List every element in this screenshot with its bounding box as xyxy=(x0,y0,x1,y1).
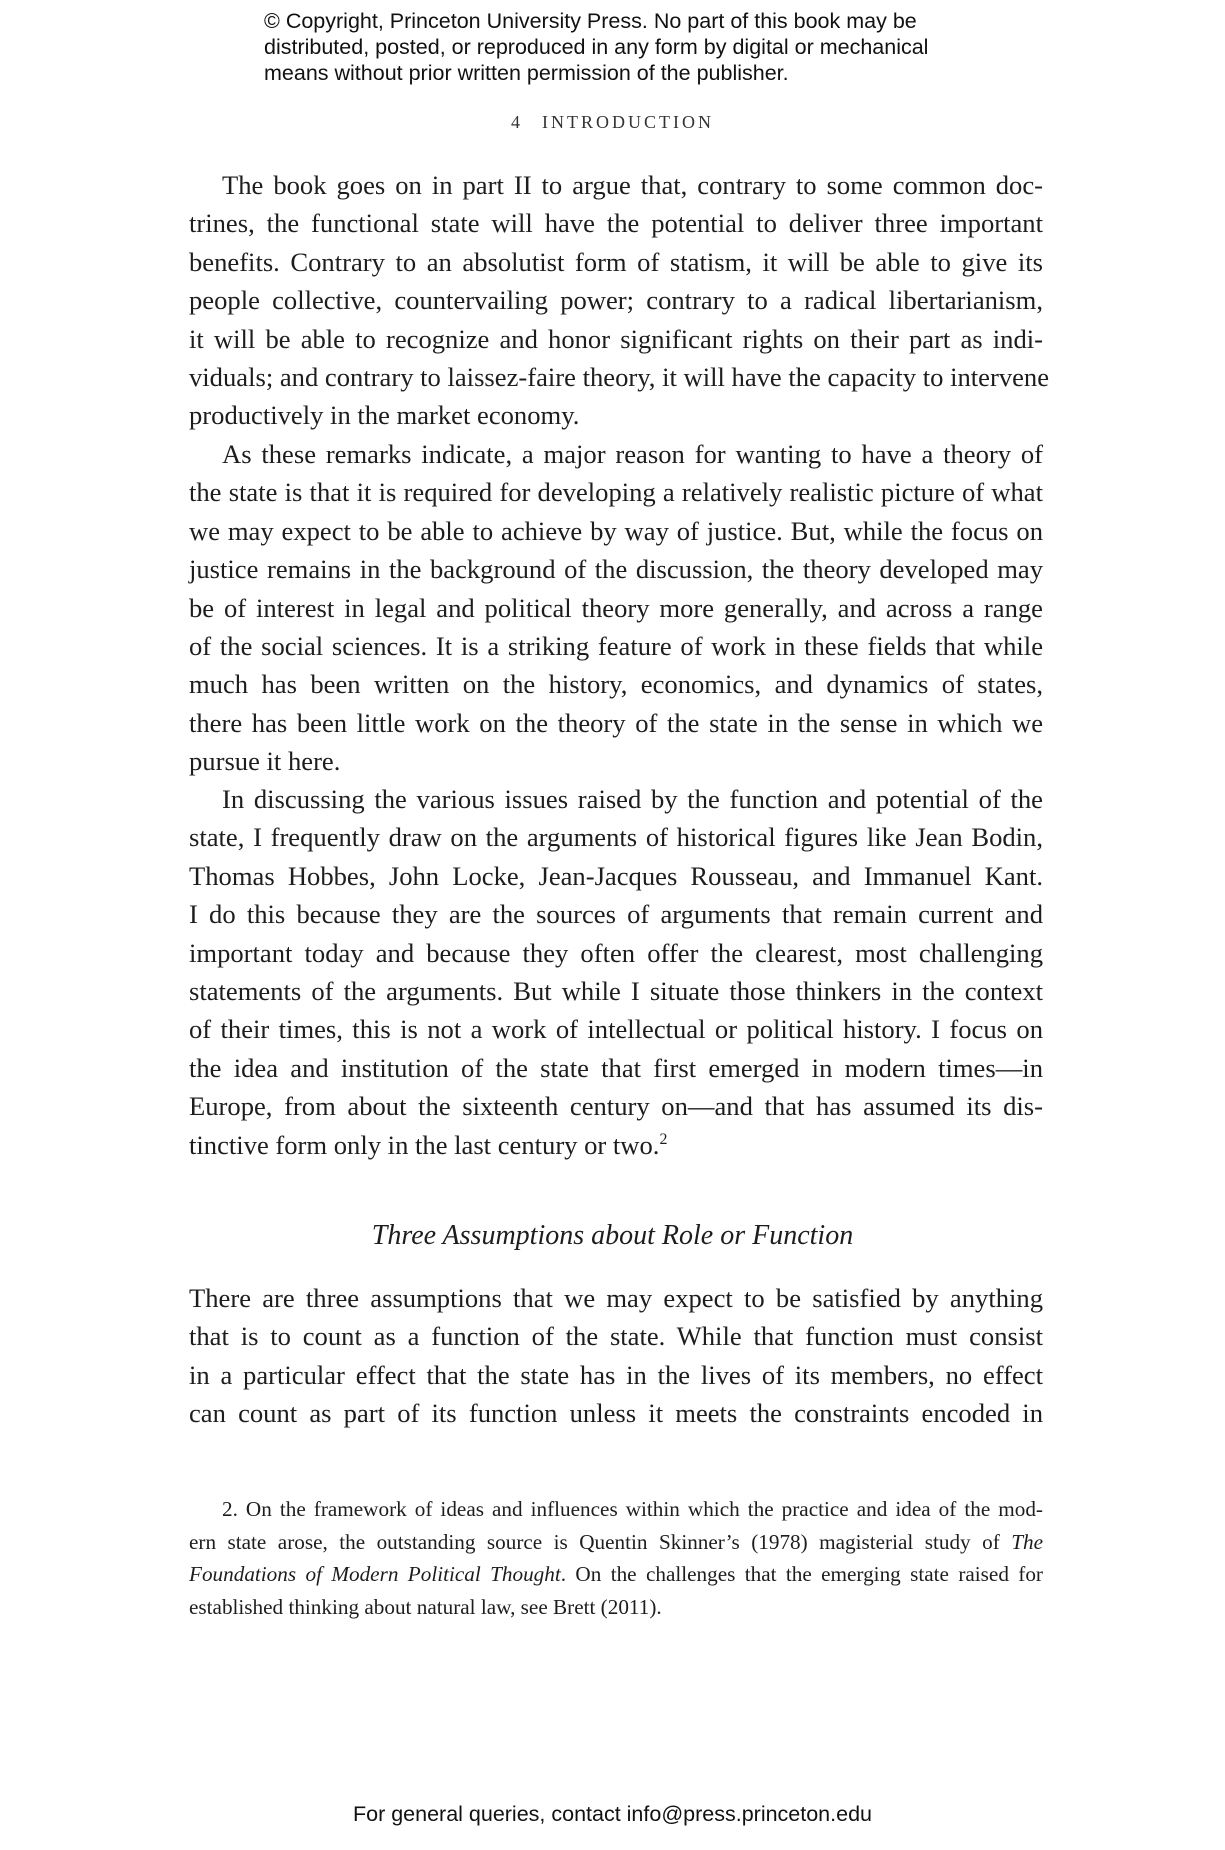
text-line: the idea and institution of the state that first emerged in modern times—in xyxy=(189,1052,1043,1083)
text-line: much has been written on the history, economics, and dynamics of states, xyxy=(189,669,1043,700)
book-title-start: The xyxy=(1011,1529,1043,1554)
text-line: people collective, countervailing power; contrary to a radical libertarianism, xyxy=(189,285,1043,316)
text-line: state, I frequently draw on the arguments of historical figures like Jean Bodin, xyxy=(189,822,1043,853)
text-line: productively in the market economy. xyxy=(189,400,580,431)
text-line: that is to count as a function of the state. While that function must consist xyxy=(189,1321,1043,1352)
text-line: important today and because they often offer the clearest, most challenging xyxy=(189,937,1043,968)
text-line: The book goes on in part II to argue that, contrary to some common doc- xyxy=(222,170,1043,200)
book-title: Foundations of Modern Political Thought xyxy=(189,1562,561,1586)
running-head xyxy=(0,112,1225,133)
text-line: of the social sciences. It is a striking feature of work in these fields that while xyxy=(189,631,1043,662)
text-line: Thomas Hobbes, John Locke, Jean-Jacques Rousseau, and Immanuel Kant. xyxy=(189,860,1043,891)
page-number: 4 xyxy=(511,112,520,132)
text-line: of their times, this is not a work of intellectual or political history. I focus on xyxy=(189,1014,1043,1045)
copyright-line: © Copyright, Princeton University Press. No part of this book may be xyxy=(264,9,917,33)
copyright-line: means without prior written permission of the publisher. xyxy=(264,61,789,85)
contact-line: For general queries, contact info@press.princeton.edu xyxy=(352,1802,872,1826)
text-line: Europe, from about the sixteenth century on—and that has assumed its dis- xyxy=(189,1091,1043,1122)
text-line: pursue it here. xyxy=(189,746,341,777)
text-line: the state is that it is required for developing a relatively realistic picture of what xyxy=(189,477,1043,508)
footnote xyxy=(189,1493,1043,1623)
text-line: As these remarks indicate, a major reason for wanting to have a theory of xyxy=(222,439,1043,469)
paragraph-2 xyxy=(189,435,1043,781)
footnote-line xyxy=(189,1558,1043,1591)
footnote-text: ern state arose, the outstanding source is Quentin Skinner’s (1978) magisterial study of xyxy=(189,1529,1012,1554)
paragraph-3 xyxy=(189,780,1043,1164)
section-paragraph xyxy=(189,1279,1043,1433)
section-heading: Three Assumptions about Role or Function xyxy=(371,1220,854,1251)
copyright-line: distributed, posted, or reproduced in any form by digital or mechanical xyxy=(264,35,929,59)
text-line: trines, the functional state will have the potential to deliver three important xyxy=(189,208,1043,239)
footnote-text: . On the challenges that the emerging state raised for xyxy=(560,1562,1043,1586)
paragraph-1 xyxy=(189,166,1050,435)
text-line: there has been little work on the theory of the state in the sense in which we xyxy=(189,707,1043,738)
footnote-line: established thinking about natural law, see Brett (2011). xyxy=(189,1594,662,1619)
footnote-line xyxy=(189,1526,1043,1559)
running-title: INTRODUCTION xyxy=(542,112,714,132)
footnote-ref[interactable]: 2 xyxy=(659,1130,668,1148)
text-line: in a particular effect that the state has in the lives of its members, no effect xyxy=(189,1359,1043,1390)
copyright-notice xyxy=(264,8,984,86)
footnote-line: 2. On the framework of ideas and influences within which the practice and idea of the mod- xyxy=(222,1497,1043,1521)
text-line: benefits. Contrary to an absolutist form of statism, it will be able to give its xyxy=(189,246,1043,277)
text-line: I do this because they are the sources of arguments that remain current and xyxy=(189,899,1043,930)
text-line: we may expect to be able to achieve by way of justice. But, while the focus on xyxy=(189,515,1043,546)
text-line: statements of the arguments. But while I situate those thinkers in the context xyxy=(189,976,1043,1007)
text-line: In discussing the various issues raised by the function and potential of the xyxy=(222,784,1043,814)
text-line: viduals; and contrary to laissez-faire theory, it will have the capacity to intervene xyxy=(189,362,1050,393)
text-line: can count as part of its function unless it meets the constraints encoded in xyxy=(189,1398,1043,1429)
text-line: justice remains in the background of the discussion, the theory developed may xyxy=(189,554,1043,585)
text-line: There are three assumptions that we may expect to be satisfied by anything xyxy=(189,1283,1043,1313)
text-line-content: tinctive form only in the last century or two. xyxy=(189,1129,660,1160)
text-line: be of interest in legal and political theory more generally, and across a range xyxy=(189,592,1043,623)
text-line xyxy=(189,1126,1043,1164)
text-line: it will be able to recognize and honor significant rights on their part as indi- xyxy=(189,323,1043,354)
